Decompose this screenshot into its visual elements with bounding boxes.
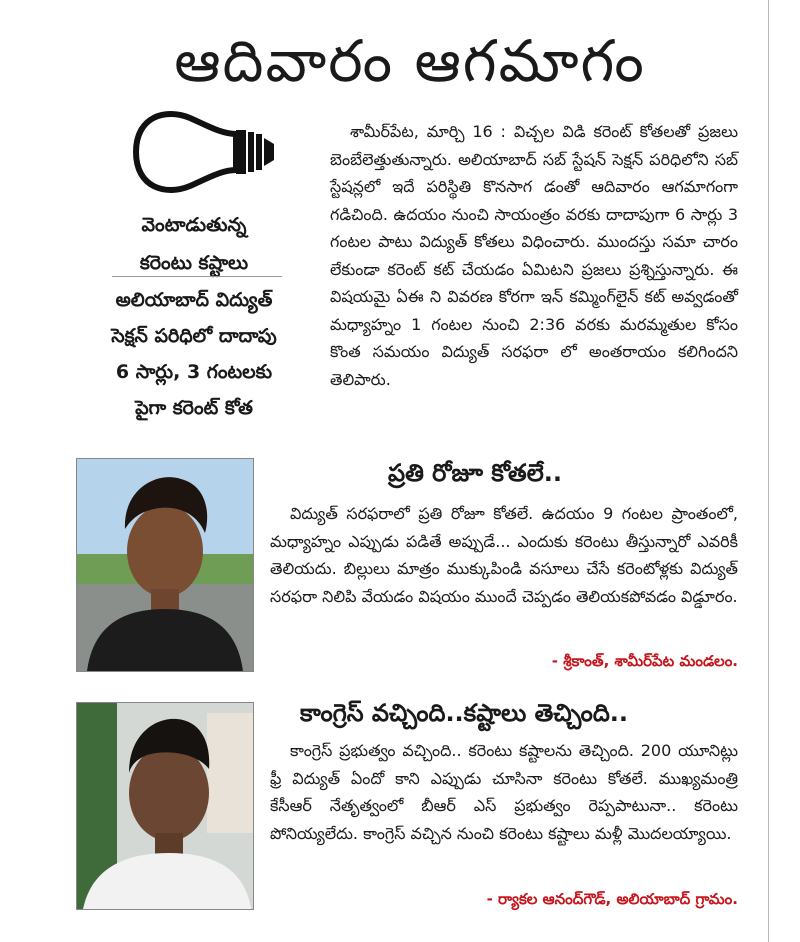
photo-anand-goud bbox=[76, 702, 254, 910]
quote1-heading: ప్రతి రోజూ కోతలే.. bbox=[388, 459, 562, 487]
deck-line: 6 సార్లు, 3 గంటలకు bbox=[115, 361, 273, 383]
story-paragraph: శామీర్‌పేట, మార్చి 16 : విచ్చల విడి కరెంట్ కోతలతో ప్రజలు బెంబేలెత్తుతున్నారు. అలియాబాద్ సబ్ స్టేషన్ సెక్షన్ పరిధిలోని సబ్ స్టేషన్లలో ఇదే పరిస్థితి కొనసాగ డంతో ఆదివారం ఆగమాగంగా గడిచింది. ఉదయం నుంచి సాయంత్రం వరకు దాదాపుగా 6 సార్లు 3 గంటల పాటు విద్యుత్ కోతలు విధించారు. ముందస్తు సమా చారం లేకుండా కరెంట్ కట్ చేయడం ఏమిటని ప్రజలు ప్రశ్నిస్తున్నారు. ఈ విషయమై ఏఈ ని వివరణ కోరగా ఇన్ కమ్మింగ్‌లైన్ కట్ అవ్వడంతో మధ్యాహ్నం 1 గంటల నుంచి 2:36 వరకు మరమ్మతుల కోసం కొంత సమయం విద్యుత్ సరఫరా లో అంతరాయం కలిగిందని తెలిపారు. bbox=[330, 122, 738, 389]
headline: ఆదివారం ఆగమాగం bbox=[174, 27, 646, 95]
deck-line: పైగా కరెంట్ కోత bbox=[135, 397, 253, 419]
quote1-text: విద్యుత్ సరఫరాలో ప్రతి రోజూ కోతలే. ఉదయం 9 గంటల ప్రాంతంలో, మధ్యాహ్నం ఎప్పుడు పడితే అప్పుడే... ఎందుకు కరెంటు తీస్తున్నారో ఎవరికీ తెలియదు. బిల్లులు మాత్రం ముక్కుపిండి వసూలు చేసే కరెంటోళ్లకు విద్యుత్ సరఫరా నిలిపి వేయడం విషయం ముందే చెప్పడం తెలియకపోవడం విడ్డూరం. bbox=[270, 504, 738, 606]
deck-divider bbox=[112, 276, 282, 277]
quote2-attribution: - ర్యాకల ఆనంద్‌గౌడ్, అలియాబాద్ గ్రామం. bbox=[486, 890, 738, 908]
deck-line: వెంటాడుతున్న bbox=[141, 214, 247, 236]
light-bulb-icon bbox=[118, 104, 278, 200]
deck-line: సెక్షన్ పరిధిలో దాదాపు bbox=[111, 325, 277, 347]
deck-line: అలియాబాద్ విద్యుత్ bbox=[115, 289, 273, 311]
photo-srikanth bbox=[76, 458, 254, 672]
deck-line: కరెంటు కష్టాలు bbox=[139, 252, 249, 274]
deck-top bbox=[78, 206, 310, 282]
quote1-attribution: - శ్రీకాంత్, శామీర్‌పేట మండలం. bbox=[551, 652, 738, 670]
quote2-text: కాంగ్రెస్ ప్రభుత్వం వచ్చింది.. కరెంటు కష్టాలను తెచ్చింది. 200 యూనిట్లు ఫ్రీ విద్యుత్ ఏందో కాని ఎప్పుడు చూసినా కరెంటు కోతలే. ముఖ్యమంత్రి కేసీఆర్ నేతృత్వంలో బీఆర్ ఎస్ ప్రభుత్వం రెప్పపాటునా.. కరెంటు పోనియ్యలేదు. కాంగ్రెస్ వచ్చిన నుంచి కరెంటు కష్టాలు మళ్లీ మొదలయ్యాయి. bbox=[270, 741, 738, 843]
column-rule bbox=[768, 0, 769, 942]
quote2-heading: కాంగ్రెస్ వచ్చింది..కష్టాలు తెచ్చింది.. bbox=[300, 699, 629, 727]
deck-bottom bbox=[78, 282, 310, 426]
